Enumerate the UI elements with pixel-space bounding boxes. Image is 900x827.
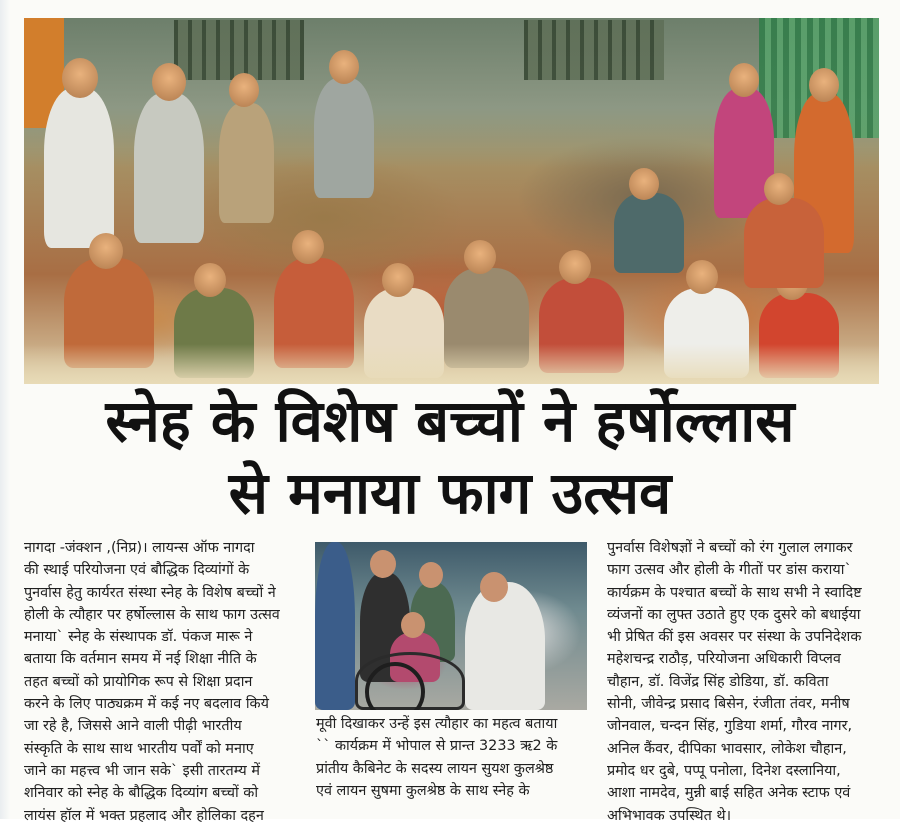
text-line: की स्थाई परियोजना एवं बौद्धिक दिव्यांगों के [24, 562, 250, 579]
inset-head [401, 612, 425, 638]
photo-window-right [524, 20, 664, 80]
photo-child [744, 198, 824, 288]
text-line: होली के त्यौहार पर हर्षोल्लास के साथ फाग उत्सव [24, 606, 280, 623]
photo-person [219, 103, 274, 223]
photo-person [314, 78, 374, 198]
headline-line-2: से मनाया फाग उत्सव [228, 459, 672, 527]
text-line: मनाया` स्नेह के संस्थापक डॉ. पंकज मारू ने [24, 629, 253, 646]
photo-head [329, 50, 359, 84]
text-line: तहत बच्चों को प्रायोगिक रूप से शिक्षा प्रदान [24, 673, 253, 690]
text-line: प्रमोद धर दुबे, पप्पू पनोला, दिनेश दस्लानिया, [607, 762, 841, 779]
text-line: पुनर्वास विशेषज्ञों ने बच्चों को रंग गुलाल लगाकर [607, 540, 853, 556]
text-line: संस्कृति के साथ साथ भारतीय पर्वों को मनाए [24, 740, 254, 757]
inset-photo [315, 542, 587, 710]
photo-person [44, 88, 114, 248]
text-line: `` कार्यक्रम में भोपाल से प्रान्त 3233 ऋ2 के [316, 738, 558, 755]
text-line: करने के लिए पाठ्यक्रम में कई नए बदलाव किये [24, 696, 269, 713]
main-photo [24, 18, 879, 384]
photo-head [729, 63, 759, 97]
text-line: आशा नामदेव, मुन्नी बाई सहित अनेक स्टाफ एवं [607, 785, 851, 802]
text-line: सोनी, जीवेन्द्र प्रसाद बिसेन, रंजीता तंवर, मनीष [607, 696, 850, 713]
page-edge [0, 0, 10, 819]
inset-head [480, 572, 508, 602]
text-line: प्रांतीय कैबिनेट के सदस्य लायन सुयश कुलश्रेष्ठ [316, 760, 554, 777]
text-line: मूवी दिखाकर उन्हें इस त्यौहार का महत्व बताया [316, 716, 558, 732]
article-column-right [607, 537, 879, 827]
inset-figure [465, 582, 545, 710]
photo-head [629, 168, 659, 200]
text-line: नागदा -जंक्शन ,(निप्र)। लायन्स ऑफ नागदा [24, 540, 255, 556]
text-line: अनिल कैंवर, दीपिका भावसार, लोकेश चौहान, [607, 740, 847, 757]
headline [20, 387, 880, 534]
text-line: महेशचन्द्र राठौड़, परियोजना अधिकारी विप्लव [607, 651, 841, 668]
photo-head [62, 58, 98, 98]
inset-head [370, 550, 396, 578]
photo-head [464, 240, 496, 274]
text-line: जाने का महत्त्व भी जान सके` इसी तारतम्य में [24, 762, 260, 779]
article-column-middle [316, 713, 594, 802]
photo-head [686, 260, 718, 294]
text-line: जोनवाल, चन्दन सिंह, गुडिया शर्मा, गौरव नागर, [607, 718, 853, 735]
text-line: भी प्रेषित कीं इस अवसर पर संस्था के उपनिदेशक [607, 629, 862, 646]
photo-head [382, 263, 414, 297]
text-line: व्यंजनों का लुफ्त उठाते हुए एक दुसरे को बधाईया [607, 606, 861, 623]
photo-window-left [174, 20, 304, 80]
photo-head [229, 73, 259, 107]
photo-head [764, 173, 794, 205]
text-line: कार्यक्रम के पश्चात बच्चों के साथ सभी ने स्वादिष्ट [607, 584, 862, 601]
photo-head [559, 250, 591, 284]
text-line: चौहान, डॉ. विजेंद्र सिंह डोडिया, डॉ. कविता [607, 673, 829, 690]
text-line: लायंस हॉल में भक्त प्रहलाद और होलिका दहन [24, 807, 264, 824]
text-line: फाग उत्सव और होली के गीतों पर डांस कराया` [607, 562, 852, 579]
text-line: जा रहे है, जिससे आने वाली पीढ़ी भारतीय [24, 718, 242, 735]
photo-head [809, 68, 839, 102]
text-line: बताया कि वर्तमान समय में नई शिक्षा नीति के [24, 651, 257, 668]
text-line: अभिभावक उपस्थित थे। [607, 807, 732, 824]
photo-head [292, 230, 324, 264]
article-column-left [24, 537, 300, 827]
photo-head [89, 233, 123, 269]
photo-person [134, 93, 204, 243]
photo-person [714, 88, 774, 218]
inset-figure [315, 542, 355, 710]
inset-head [419, 562, 443, 588]
headline-line-1: स्नेह के विशेष बच्चों ने हर्षोल्लास [105, 387, 795, 455]
photo-head [194, 263, 226, 297]
text-line: शनिवार को स्नेह के बौद्धिक दिव्यांग बच्चों को [24, 785, 259, 802]
photo-head [152, 63, 186, 101]
photo-floor [24, 344, 879, 384]
text-line: पुनर्वास हेतु कार्यरत संस्था स्नेह के विशेष बच्चों ने [24, 584, 276, 601]
text-line: एवं लायन सुषमा कुलश्रेष्ठ के साथ स्नेह के [316, 782, 530, 799]
photo-child [614, 193, 684, 273]
